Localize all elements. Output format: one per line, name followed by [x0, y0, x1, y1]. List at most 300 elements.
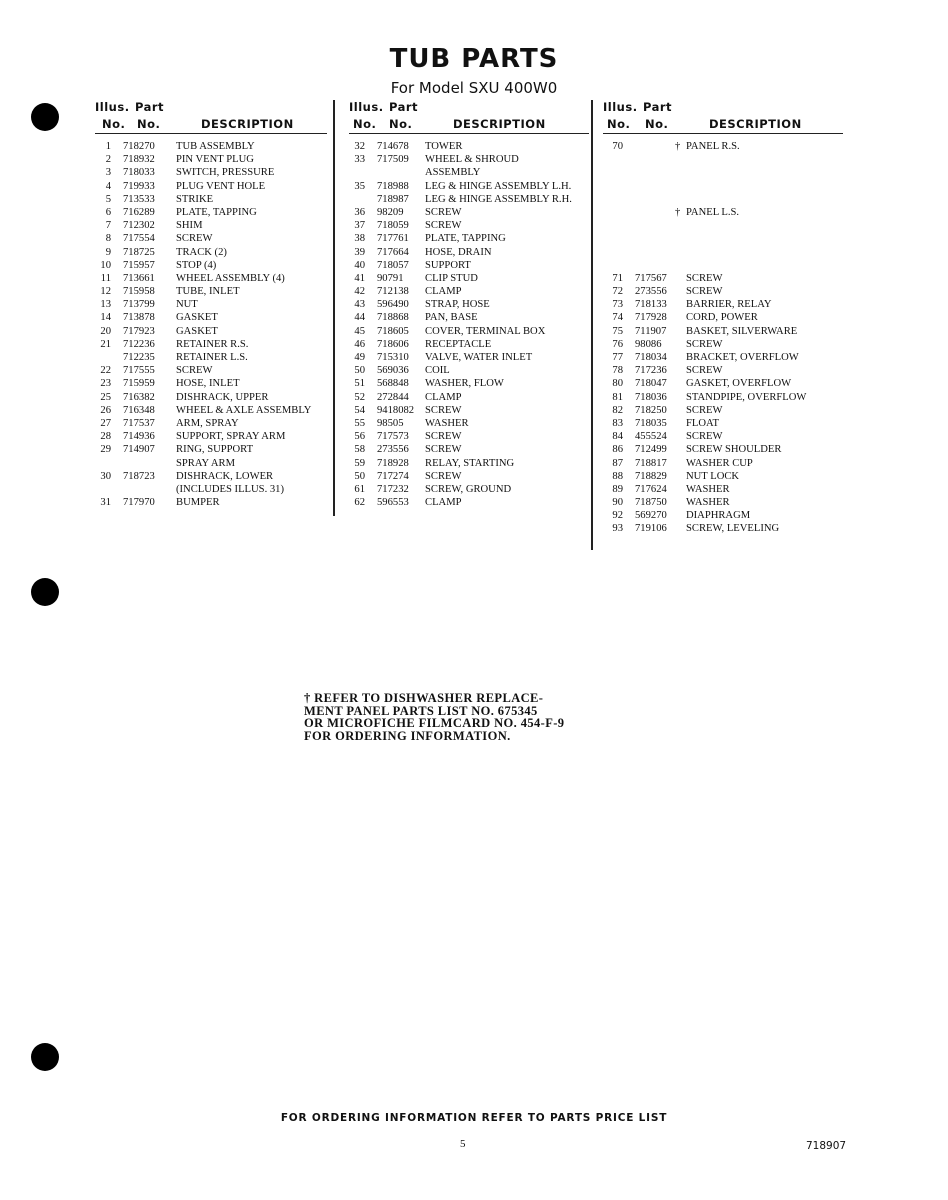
part-description: NUT LOCK [686, 470, 740, 482]
table-row [349, 338, 589, 351]
part-number: 718034 [635, 352, 667, 363]
part-description: PANEL R.S. [686, 141, 740, 152]
part-description: SUPPORT, SPRAY ARM [176, 431, 286, 443]
note-line: FOR ORDERING INFORMATION. [304, 728, 511, 743]
table-row [603, 298, 843, 311]
part-number: 713799 [123, 299, 155, 311]
part-number: 568848 [377, 378, 409, 390]
part-description: BARRIER, RELAY [686, 299, 772, 311]
part-description: STOP (4) [176, 259, 217, 271]
illus-number: 3 [105, 167, 111, 179]
part-description: SCREW [686, 338, 723, 350]
part-number: 718817 [635, 457, 667, 469]
part-description: GASKET, OVERFLOW [686, 378, 792, 390]
part-number: 712499 [635, 444, 667, 456]
table-row [349, 496, 589, 509]
parts-column-3 [603, 100, 843, 536]
note-line: OR MICROFICHE FILMCARD NO. 454-F-9 [304, 716, 565, 730]
illus-number: 77 [612, 352, 623, 363]
part-description: RELAY, STARTING [425, 457, 515, 469]
illus-number: 11 [100, 272, 111, 284]
part-description: SCREW, GROUND [425, 483, 512, 495]
illus-number: 83 [612, 417, 623, 429]
footer-text: FOR ORDERING INFORMATION REFER TO PARTS PRICE LIST [280, 1112, 668, 1124]
table-row [349, 417, 589, 430]
part-description: TOWER [425, 141, 463, 152]
part-number: 98209 [377, 206, 404, 218]
illus-number: 88 [612, 470, 623, 482]
part-description: SCREW [425, 206, 462, 218]
part-description: SCREW, LEVELING [686, 523, 780, 535]
illus-number: 87 [612, 457, 623, 469]
table-row [349, 391, 589, 404]
illus-number: 59 [354, 457, 365, 469]
binder-hole-bottom [31, 1043, 59, 1071]
illus-number: 78 [612, 365, 623, 377]
part-description: SCREW [425, 404, 462, 416]
note-line: MENT PANEL PARTS LIST NO. 675345 [304, 703, 538, 718]
part-description: SHIM [176, 220, 203, 232]
illus-number: 7 [105, 220, 111, 232]
part-number: 716382 [123, 391, 155, 403]
part-description: STRAP, HOSE [425, 299, 490, 311]
binder-hole-top [31, 103, 59, 131]
table-row [349, 272, 589, 285]
table-row [603, 153, 843, 166]
part-number: 596490 [377, 299, 409, 311]
illus-number: 70 [612, 141, 623, 152]
illus-number: 29 [100, 444, 111, 456]
illus-number: 35 [354, 180, 365, 192]
part-number: 717923 [123, 325, 155, 337]
illus-number: 32 [354, 141, 365, 152]
table-row [349, 364, 589, 377]
part-number: 712235 [123, 352, 155, 363]
table-row [349, 298, 589, 311]
illus-number: 44 [354, 312, 365, 324]
table-row [95, 325, 327, 338]
illus-number: 45 [354, 325, 365, 337]
illus-number: 86 [612, 444, 623, 456]
part-description: SCREW [425, 220, 462, 232]
illus-number: 43 [354, 299, 365, 311]
table-row [603, 325, 843, 338]
part-description: CORD, POWER [686, 312, 758, 324]
part-description: RETAINER R.S. [176, 338, 249, 350]
part-description: WASHER [686, 497, 730, 509]
part-number: 718868 [377, 312, 409, 324]
part-description: SCREW [686, 365, 723, 377]
part-number: 98086 [635, 338, 662, 350]
table-row [603, 430, 843, 443]
part-number: 717509 [377, 154, 409, 166]
table-row [349, 219, 589, 232]
table-row [95, 140, 327, 153]
illus-number: 46 [354, 338, 365, 350]
illus-number: 42 [354, 286, 365, 298]
table-row [603, 166, 843, 179]
illus-number: 30 [100, 470, 111, 482]
table-row [95, 457, 327, 470]
table-row [349, 259, 589, 272]
part-description: VALVE, WATER INLET [425, 352, 533, 363]
part-description: SCREW [425, 444, 462, 456]
part-description: BASKET, SILVERWARE [686, 325, 798, 337]
part-number: 569270 [635, 510, 667, 522]
part-number: 712236 [123, 338, 155, 350]
part-description: NUT [176, 299, 198, 311]
page-title: TUB PARTS [389, 44, 559, 74]
illus-no-label: No. [353, 117, 377, 131]
part-description: TUB ASSEMBLY [176, 141, 255, 152]
part-description: WHEEL & AXLE ASSEMBLY [176, 404, 312, 416]
illus-number: 39 [354, 246, 365, 258]
table-row [95, 311, 327, 324]
description-label: DESCRIPTION [453, 117, 546, 131]
illus-number: 22 [100, 365, 111, 377]
table-row [95, 351, 327, 364]
part-description: CLAMP [425, 286, 462, 298]
part-description: RECEPTACLE [425, 338, 492, 350]
part-number: 717624 [635, 483, 667, 495]
table-row [349, 377, 589, 390]
table-row [349, 166, 589, 179]
part-description: TUBE, INLET [176, 286, 240, 298]
illus-number: 12 [100, 286, 111, 298]
part-number: 714936 [123, 431, 155, 443]
table-row [95, 377, 327, 390]
table-row [95, 483, 327, 496]
table-row [349, 140, 589, 153]
part-number: 714678 [377, 141, 409, 152]
illus-number: 80 [612, 378, 623, 390]
part-number: 713878 [123, 312, 155, 324]
table-row [603, 193, 843, 206]
table-row [603, 470, 843, 483]
part-number: 718725 [123, 246, 155, 258]
part-description: PAN, BASE [425, 312, 478, 324]
part-description: WASHER [425, 417, 469, 429]
table-row [349, 180, 589, 193]
table-row [603, 232, 843, 245]
part-description: PLATE, TAPPING [425, 233, 506, 245]
illus-number: 27 [100, 417, 111, 429]
part-description: LEG & HINGE ASSEMBLY L.H. [425, 180, 572, 192]
table-row [95, 193, 327, 206]
page-number: 5 [460, 1138, 466, 1150]
illus-number: 28 [100, 431, 111, 443]
illus-number: 40 [354, 259, 365, 271]
part-description: SCREW [176, 365, 213, 377]
part-description: RING, SUPPORT [176, 444, 254, 456]
illus-number: 38 [354, 233, 365, 245]
part-description: SCREW [686, 404, 723, 416]
part-description: SCREW [686, 431, 723, 443]
part-no-label: No. [389, 117, 413, 131]
table-row [349, 351, 589, 364]
illus-number: 82 [612, 404, 623, 416]
parts-column-2 [349, 100, 589, 509]
illus-number: 92 [612, 510, 623, 522]
table-row [349, 457, 589, 470]
part-description: WHEEL ASSEMBLY (4) [176, 272, 285, 284]
part-number: 718932 [123, 154, 155, 166]
part-number: † [675, 141, 681, 152]
part-description: SWITCH, PRESSURE [176, 167, 275, 179]
part-number: 716289 [123, 206, 155, 218]
part-number: 596553 [377, 497, 409, 509]
part-description: BRACKET, OVERFLOW [686, 352, 799, 363]
part-number: 719106 [635, 523, 667, 535]
part-description: DISHRACK, LOWER [176, 470, 274, 482]
part-number: 713661 [123, 272, 155, 284]
part-number: 9418082 [377, 404, 415, 416]
header-rule [603, 133, 843, 134]
illus-number: 20 [100, 325, 111, 337]
illus-number: 23 [100, 378, 111, 390]
table-row [95, 338, 327, 351]
part-number: 718723 [123, 470, 155, 482]
part-number: 717970 [123, 497, 155, 509]
part-no-label: No. [645, 117, 669, 131]
part-number: 712302 [123, 220, 155, 232]
page-subtitle: For Model SXU 400W0 [390, 79, 558, 97]
table-row [603, 351, 843, 364]
part-description: COVER, TERMINAL BOX [425, 325, 546, 337]
table-row [603, 206, 843, 219]
illus-no-label: No. [102, 117, 126, 131]
table-row [349, 285, 589, 298]
table-row [349, 430, 589, 443]
part-description: TRACK (2) [176, 246, 227, 258]
table-row [95, 180, 327, 193]
table-row [95, 364, 327, 377]
part-number: 718057 [377, 259, 409, 271]
table-row [95, 232, 327, 245]
table-row [603, 364, 843, 377]
table-row [95, 298, 327, 311]
part-number: 718750 [635, 497, 667, 509]
part-description: GASKET [176, 312, 218, 324]
illus-label: Illus. [603, 100, 638, 114]
description-label: DESCRIPTION [709, 117, 802, 131]
part-description: ARM, SPRAY [176, 417, 239, 429]
part-number: 718133 [635, 299, 667, 311]
table-row [349, 232, 589, 245]
table-row [603, 509, 843, 522]
illus-number: 1 [105, 141, 111, 152]
part-description: SCREW [686, 286, 723, 298]
part-number: 715958 [123, 286, 155, 298]
part-no-label: No. [137, 117, 161, 131]
table-row [95, 206, 327, 219]
table-row [349, 246, 589, 259]
illus-no-label: No. [607, 117, 631, 131]
note-line: † REFER TO DISHWASHER REPLACE- [304, 691, 544, 705]
illus-number: 14 [100, 312, 111, 324]
table-row [603, 180, 843, 193]
table-row [603, 404, 843, 417]
part-description: PIN VENT PLUG [176, 154, 254, 166]
table-row [95, 443, 327, 456]
part-number: 712138 [377, 286, 409, 298]
table-row [95, 272, 327, 285]
part-number: 98505 [377, 417, 404, 429]
table-row [603, 311, 843, 324]
part-number: 717555 [123, 365, 155, 377]
part-description: PLATE, TAPPING [176, 206, 257, 218]
part-number: 717761 [377, 233, 409, 245]
part-number: 718059 [377, 220, 409, 232]
illus-number: 5 [105, 193, 111, 205]
illus-number: 9 [105, 246, 111, 258]
part-description: SPRAY ARM [176, 457, 235, 469]
illus-number: 72 [612, 286, 623, 298]
illus-number: 81 [612, 391, 623, 403]
part-number: 713533 [123, 193, 155, 205]
table-row [603, 457, 843, 470]
part-number: 569036 [377, 365, 409, 377]
part-description: COIL [425, 365, 450, 377]
part-number: 718033 [123, 167, 155, 179]
illus-number: 56 [354, 431, 365, 443]
part-description: GASKET [176, 325, 218, 337]
document-number: 718907 [806, 1140, 847, 1152]
parts-list [603, 140, 843, 536]
part-number: 717554 [123, 233, 155, 245]
part-number: 718988 [377, 180, 409, 192]
table-row [95, 246, 327, 259]
table-row [95, 417, 327, 430]
table-row [603, 496, 843, 509]
table-row [95, 219, 327, 232]
part-number: 717567 [635, 272, 667, 284]
illus-number: 90 [612, 497, 623, 509]
part-description: LEG & HINGE ASSEMBLY R.H. [425, 193, 572, 205]
parts-list [95, 140, 327, 509]
table-row [95, 259, 327, 272]
part-description: DIAPHRAGM [686, 510, 751, 522]
part-number: 716348 [123, 404, 155, 416]
part-description: FLOAT [686, 417, 719, 429]
illus-number: 58 [354, 444, 365, 456]
table-row [349, 483, 589, 496]
part-number: 717274 [377, 470, 409, 482]
illus-label: Illus. [95, 100, 130, 114]
illus-number: 54 [354, 404, 365, 416]
header-rule [349, 133, 589, 134]
illus-number: 2 [105, 154, 111, 166]
table-row [95, 404, 327, 417]
table-row [603, 377, 843, 390]
description-label: DESCRIPTION [201, 117, 294, 131]
table-row [603, 272, 843, 285]
table-row [603, 140, 843, 153]
illus-number: 55 [354, 417, 365, 429]
header-rule [95, 133, 327, 134]
part-label: Part [389, 100, 419, 114]
part-description: WHEEL & SHROUD [425, 154, 519, 166]
illus-number: 33 [354, 154, 365, 166]
part-label: Part [643, 100, 673, 114]
part-description: SCREW [425, 431, 462, 443]
part-number: 718987 [377, 193, 409, 205]
table-row [603, 259, 843, 272]
illus-number: 52 [354, 391, 365, 403]
table-row [603, 417, 843, 430]
table-row [95, 391, 327, 404]
illus-number: 49 [354, 352, 365, 363]
part-description: WASHER CUP [686, 457, 753, 469]
part-number: † [675, 206, 681, 218]
part-number: 717664 [377, 246, 409, 258]
part-number: 717236 [635, 365, 667, 377]
illus-number: 51 [354, 378, 365, 390]
table-row [349, 311, 589, 324]
part-number: 718036 [635, 391, 667, 403]
table-row [349, 193, 589, 206]
part-description: SUPPORT [425, 259, 471, 271]
part-description: PLUG VENT HOLE [176, 180, 266, 192]
table-row [603, 285, 843, 298]
illus-number: 61 [354, 483, 365, 495]
illus-number: 74 [612, 312, 623, 324]
table-row [349, 153, 589, 166]
part-number: 717537 [123, 417, 155, 429]
part-description: SCREW [425, 470, 462, 482]
part-description: DISHRACK, UPPER [176, 391, 269, 403]
part-number: 718035 [635, 417, 667, 429]
illus-number: 75 [612, 325, 623, 337]
part-number: 718250 [635, 404, 667, 416]
binder-hole-middle [31, 578, 59, 606]
column-header [95, 100, 327, 134]
part-number: 717232 [377, 483, 409, 495]
illus-number: 50 [354, 470, 365, 482]
table-row [603, 483, 843, 496]
part-number: 273556 [377, 444, 409, 456]
table-row [603, 219, 843, 232]
parts-list [349, 140, 589, 509]
part-number: 90791 [377, 272, 404, 284]
illus-number: 89 [612, 483, 623, 495]
illus-number: 10 [100, 259, 111, 271]
part-description: BUMPER [176, 497, 220, 509]
illus-number: 8 [105, 233, 111, 245]
table-row [603, 522, 843, 535]
column-header [349, 100, 589, 134]
illus-number: 6 [105, 206, 111, 218]
part-number: 715959 [123, 378, 155, 390]
part-description: RETAINER L.S. [176, 352, 248, 363]
part-number: 718047 [635, 378, 667, 390]
illus-number: 76 [612, 338, 623, 350]
part-description: (INCLUDES ILLUS. 31) [176, 483, 284, 495]
column-divider [333, 100, 335, 516]
part-number: 272844 [377, 391, 409, 403]
table-row [95, 153, 327, 166]
illus-number: 71 [612, 272, 623, 284]
table-row [95, 430, 327, 443]
part-description: SCREW SHOULDER [686, 444, 782, 456]
illus-number: 21 [100, 338, 111, 350]
part-description: CLAMP [425, 497, 462, 509]
part-description: SCREW [176, 233, 213, 245]
part-description: STANDPIPE, OVERFLOW [686, 391, 807, 403]
parts-column-1 [95, 100, 327, 509]
part-number: 715957 [123, 259, 155, 271]
illus-number: 36 [354, 206, 365, 218]
